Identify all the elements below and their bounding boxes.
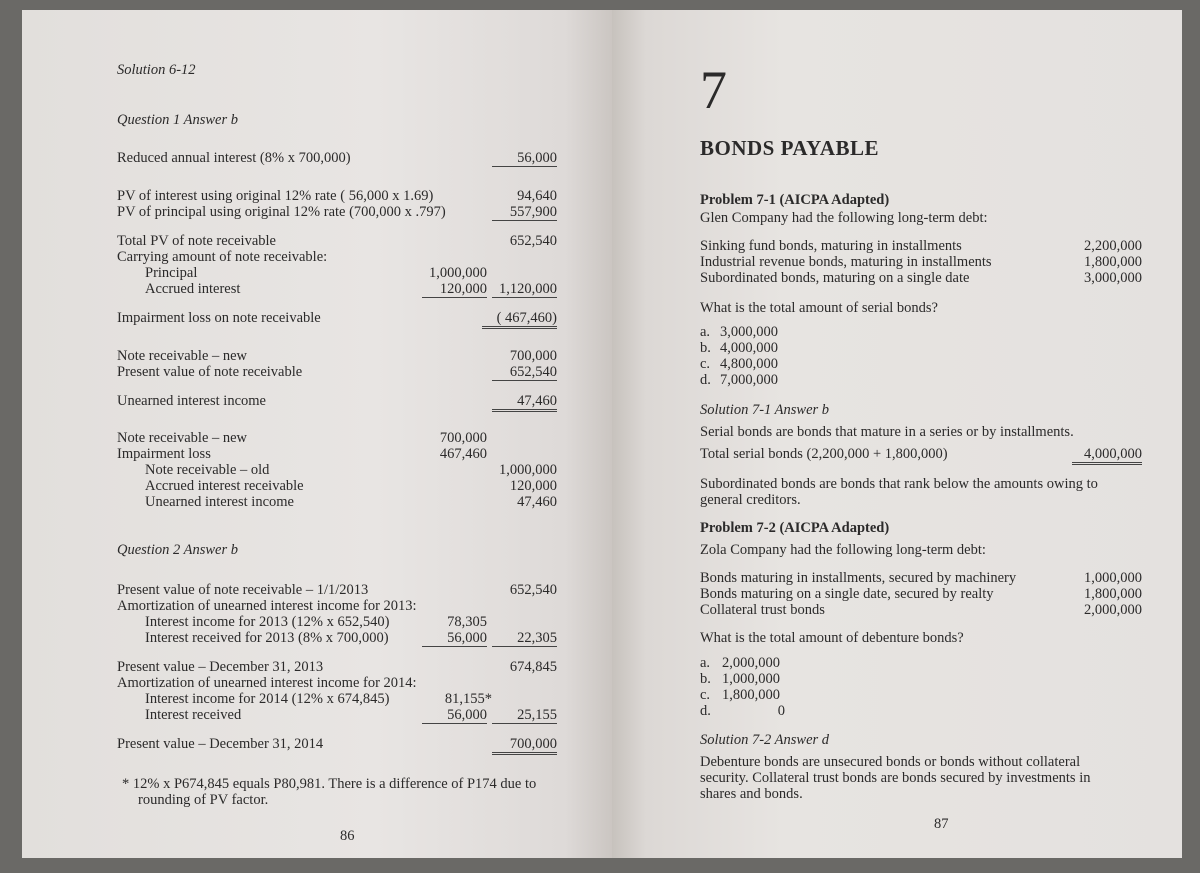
pv-dec-2014-amount: 700,000 bbox=[492, 736, 557, 755]
solution-7-1-text: Serial bonds are bonds that mature in a series or by installments. bbox=[700, 424, 1074, 440]
pv-2013-amount: 652,540 bbox=[509, 582, 557, 598]
income-2013-amount: 78,305 bbox=[447, 614, 487, 630]
reduced-interest-label: Reduced annual interest (8% x 700,000) bbox=[117, 150, 351, 166]
pv-interest-label: PV of interest using original 12% rate ( 56,000 x 1.69) bbox=[117, 188, 434, 204]
solution-7-1-total-amount: 4,000,000 bbox=[1072, 446, 1142, 465]
amortization-2013-net: 22,305 bbox=[492, 630, 557, 647]
problem-7-2-choice-b-letter: b. bbox=[700, 671, 711, 687]
book-spread bbox=[22, 10, 1182, 858]
received-2013-amount: 56,000 bbox=[422, 630, 487, 647]
solution-heading: Solution 6-12 bbox=[117, 62, 196, 78]
right-page bbox=[612, 10, 1182, 858]
received-2014-amount: 56,000 bbox=[422, 707, 487, 724]
solution-7-2-line-1: Debenture bonds are unsecured bonds or bonds without collateral bbox=[700, 754, 1081, 770]
footnote-line-2: rounding of PV factor. bbox=[138, 792, 269, 808]
pv-note-label: Present value of note receivable bbox=[117, 364, 303, 380]
problem-7-1-item-2-label: Industrial revenue bonds, maturing in installments bbox=[700, 254, 992, 270]
solution-7-1-total-label: Total serial bonds (2,200,000 + 1,800,000) bbox=[700, 446, 948, 462]
pv-dec-2014-label: Present value – December 31, 2014 bbox=[117, 736, 324, 752]
solution-7-2-line-3: shares and bonds. bbox=[700, 786, 803, 802]
problem-7-2-choice-a-letter: a. bbox=[700, 655, 711, 671]
income-2014-amount: 81,155* bbox=[444, 691, 492, 707]
entry-note-new-label: Note receivable – new bbox=[117, 430, 248, 446]
pv-note-amount: 652,540 bbox=[492, 364, 557, 381]
solution-7-1-heading: Solution 7-1 Answer b bbox=[700, 402, 830, 418]
pv-principal-amount: 557,900 bbox=[492, 204, 557, 221]
accrued-interest-amount: 120,000 bbox=[422, 281, 487, 298]
problem-7-2-choice-d-letter: d. bbox=[700, 703, 711, 719]
entry-note-new-debit: 700,000 bbox=[439, 430, 487, 446]
pv-principal-label: PV of principal using original 12% rate (700,000 x .797) bbox=[117, 204, 446, 220]
chapter-title: BONDS PAYABLE bbox=[700, 136, 880, 160]
unearned-income-amount: 47,460 bbox=[492, 393, 557, 412]
unearned-income-label: Unearned interest income bbox=[117, 393, 266, 409]
problem-7-1-item-1-amount: 2,200,000 bbox=[1084, 238, 1142, 254]
carrying-amount-total: 1,120,000 bbox=[492, 281, 557, 298]
problem-7-2-item-1-amount: 1,000,000 bbox=[1084, 570, 1142, 586]
solution-7-1-note-line-1: Subordinated bonds are bonds that rank below the amounts owing to bbox=[700, 476, 1098, 492]
problem-7-2-question: What is the total amount of debenture bonds? bbox=[700, 630, 964, 646]
pv-dec-2013-label: Present value – December 31, 2013 bbox=[117, 659, 324, 675]
solution-7-2-line-2: security. Collateral trust bonds are bonds secured by investments in bbox=[700, 770, 1091, 786]
footnote-line-1: * 12% x P674,845 equals P80,981. There is a difference of P174 due to bbox=[122, 776, 537, 792]
total-pv-amount: 652,540 bbox=[509, 233, 557, 249]
pv-2013-label: Present value of note receivable – 1/1/2013 bbox=[117, 582, 369, 598]
note-new-amount: 700,000 bbox=[509, 348, 557, 364]
impairment-loss-amount: ( 467,460) bbox=[482, 310, 557, 329]
pv-interest-amount: 94,640 bbox=[517, 188, 557, 204]
problem-7-2-item-3-amount: 2,000,000 bbox=[1084, 602, 1142, 618]
problem-7-2-choice-c-letter: c. bbox=[700, 687, 711, 703]
amortization-2014-label: Amortization of unearned interest income for 2014: bbox=[117, 675, 417, 691]
problem-7-1-choice-d-value: 7,000,000 bbox=[720, 372, 778, 388]
note-new-label: Note receivable – new bbox=[117, 348, 248, 364]
entry-accrued-credit: 120,000 bbox=[509, 478, 557, 494]
principal-label: Principal bbox=[145, 265, 198, 281]
problem-7-2-choice-b-value: 1,000,000 bbox=[722, 671, 780, 687]
question-2-heading: Question 2 Answer b bbox=[117, 542, 238, 558]
problem-7-1-question: What is the total amount of serial bonds? bbox=[700, 300, 938, 316]
page-number-left: 86 bbox=[340, 828, 355, 844]
income-2014-label: Interest income for 2014 (12% x 674,845) bbox=[145, 691, 390, 707]
problem-7-1-choice-c-letter: c. bbox=[700, 356, 711, 372]
amortization-2013-label: Amortization of unearned interest income for 2013: bbox=[117, 598, 417, 614]
problem-7-1-choice-a-value: 3,000,000 bbox=[720, 324, 778, 340]
problem-7-2-intro: Zola Company had the following long-term debt: bbox=[700, 542, 986, 558]
problem-7-2-choice-a-value: 2,000,000 bbox=[722, 655, 780, 671]
pv-dec-2013-amount: 674,845 bbox=[509, 659, 557, 675]
problem-7-1-item-3-amount: 3,000,000 bbox=[1084, 270, 1142, 286]
problem-7-2-item-2-amount: 1,800,000 bbox=[1084, 586, 1142, 602]
problem-7-2-item-1-label: Bonds maturing in installments, secured by machinery bbox=[700, 570, 1017, 586]
entry-note-old-label: Note receivable – old bbox=[145, 462, 270, 478]
entry-accrued-label: Accrued interest receivable bbox=[145, 478, 304, 494]
problem-7-1-intro: Glen Company had the following long-term debt: bbox=[700, 210, 988, 226]
left-page bbox=[22, 10, 612, 858]
problem-7-1-choice-b-value: 4,000,000 bbox=[720, 340, 778, 356]
problem-7-1-choice-b-letter: b. bbox=[700, 340, 711, 356]
page-number-right: 87 bbox=[934, 816, 949, 832]
entry-impairment-label: Impairment loss bbox=[117, 446, 211, 462]
received-2013-label: Interest received for 2013 (8% x 700,000) bbox=[145, 630, 389, 646]
problem-7-1-item-3-label: Subordinated bonds, maturing on a single date bbox=[700, 270, 970, 286]
entry-unearned-credit: 47,460 bbox=[517, 494, 557, 510]
received-2014-label: Interest received bbox=[145, 707, 242, 723]
income-2013-label: Interest income for 2013 (12% x 652,540) bbox=[145, 614, 390, 630]
accrued-interest-label: Accrued interest bbox=[145, 281, 241, 297]
problem-7-1-choice-a-letter: a. bbox=[700, 324, 711, 340]
amortization-2014-net: 25,155 bbox=[492, 707, 557, 724]
problem-7-2-item-2-label: Bonds maturing on a single date, secured by realty bbox=[700, 586, 994, 602]
problem-7-2-choice-c-value: 1,800,000 bbox=[722, 687, 780, 703]
carrying-amount-label: Carrying amount of note receivable: bbox=[117, 249, 328, 265]
entry-unearned-label: Unearned interest income bbox=[145, 494, 294, 510]
problem-7-2-item-3-label: Collateral trust bonds bbox=[700, 602, 825, 618]
problem-7-1-item-2-amount: 1,800,000 bbox=[1084, 254, 1142, 270]
problem-7-1-item-1-label: Sinking fund bonds, maturing in installments bbox=[700, 238, 962, 254]
entry-impairment-debit: 467,460 bbox=[439, 446, 487, 462]
reduced-interest-amount: 56,000 bbox=[492, 150, 557, 167]
problem-7-1-choice-d-letter: d. bbox=[700, 372, 711, 388]
total-pv-label: Total PV of note receivable bbox=[117, 233, 276, 249]
solution-7-1-note-line-2: general creditors. bbox=[700, 492, 801, 508]
problem-7-1-choice-c-value: 4,800,000 bbox=[720, 356, 778, 372]
question-1-heading: Question 1 Answer b bbox=[117, 112, 238, 128]
chapter-number: 7 bbox=[700, 60, 727, 120]
impairment-loss-label: Impairment loss on note receivable bbox=[117, 310, 321, 326]
problem-7-2-choice-d-value: 0 bbox=[777, 703, 785, 719]
problem-7-1-title: Problem 7-1 (AICPA Adapted) bbox=[700, 192, 890, 208]
solution-7-2-heading: Solution 7-2 Answer d bbox=[700, 732, 830, 748]
entry-note-old-credit: 1,000,000 bbox=[499, 462, 557, 478]
principal-amount: 1,000,000 bbox=[429, 265, 487, 281]
problem-7-2-title: Problem 7-2 (AICPA Adapted) bbox=[700, 520, 890, 536]
